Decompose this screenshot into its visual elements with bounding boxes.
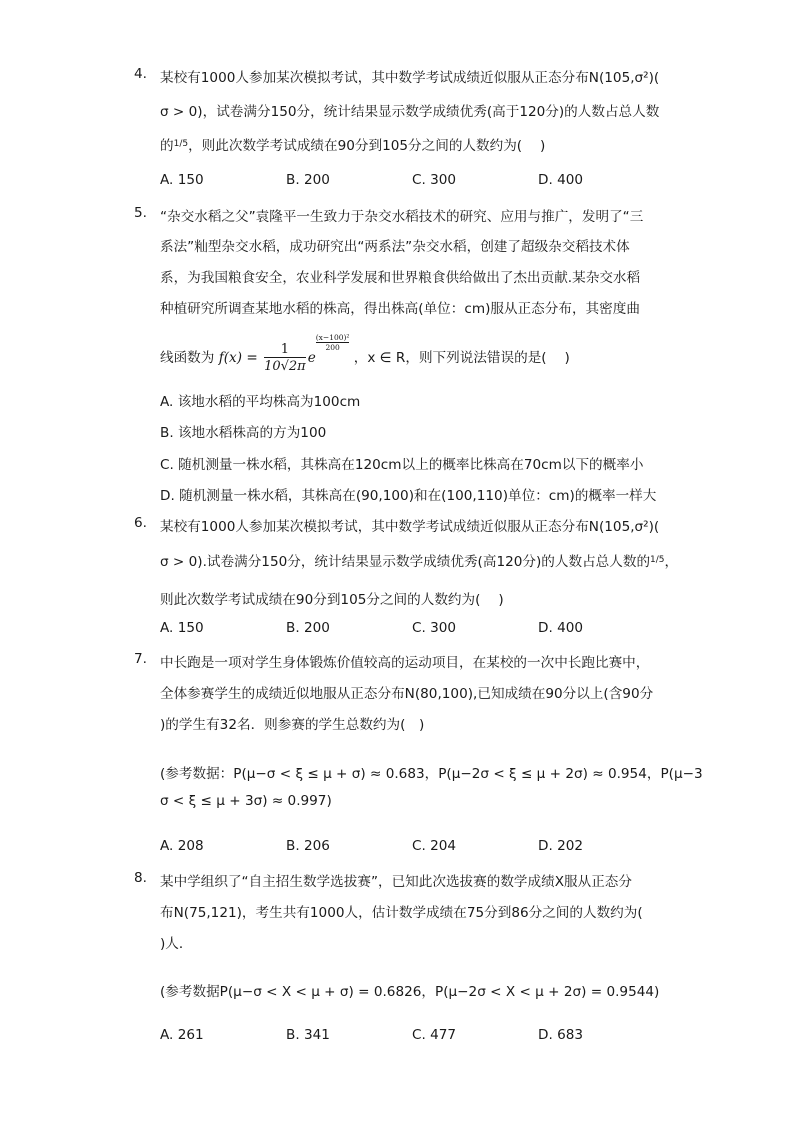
option-d[interactable]: D. 202: [538, 838, 584, 854]
question-number: 4.: [134, 66, 147, 82]
stem-line: )人．: [160, 936, 193, 952]
option-a[interactable]: A. 208: [160, 838, 204, 854]
choice-c[interactable]: C. 随机测量一株水稻，其株高在120cm以上的概率比株高在70cm以下的概率小: [160, 457, 644, 473]
stem-line: 种植研究所调查某地水稻的株高，得出株高(单位：cm)服从正态分布，其密度曲: [160, 301, 640, 317]
stem-line: )的学生有32名．则参赛的学生总数约为( ): [160, 717, 425, 733]
choice-a[interactable]: A. 该地水稻的平均株高为100cm: [160, 394, 361, 410]
stem-line: 某中学组织了“自主招生数学选拔赛”，已知此次选拔赛的数学成绩X服从正态分: [160, 874, 632, 890]
option-c[interactable]: C. 477: [412, 1027, 457, 1043]
choice-d[interactable]: D. 随机测量一株水稻，其株高在(90,100)和在(100,110)单位：cm)的概率一样大: [160, 488, 657, 504]
fraction: 1/5: [650, 555, 665, 565]
option-b[interactable]: B. 200: [286, 172, 330, 188]
stem-line: 全体参赛学生的成绩近似地服从正态分布N(80,100),已知成绩在90分以上(含90分: [160, 686, 654, 702]
fraction: 1/5: [173, 139, 189, 149]
options-q8: [160, 1027, 680, 1047]
stem-line: 系，为我国粮食安全，农业科学发展和世界粮食供给做出了杰出贡献.某杂交水稻: [160, 270, 641, 286]
stem-line: σ > 0)，试卷满分150分，统计结果显示数学成绩优秀(高于120分)的人数占总人数: [160, 104, 660, 120]
option-b[interactable]: B. 341: [286, 1027, 330, 1043]
option-a[interactable]: A. 261: [160, 1027, 204, 1043]
stem-line: 某校有1000人参加某次模拟考试，其中数学考试成绩近似服从正态分布N(105,σ²)(: [160, 519, 660, 535]
stem-line: σ > 0).试卷满分150分，统计结果显示数学成绩优秀(高120分)的人数占总人数的$^{1/5}$，: [160, 554, 679, 570]
option-d[interactable]: D. 400: [538, 172, 584, 188]
options-q6: [160, 620, 680, 640]
options-q7: [160, 838, 680, 858]
option-d[interactable]: D. 683: [538, 1027, 584, 1043]
option-c[interactable]: C. 300: [412, 620, 457, 636]
reference-data-line: (参考数据P(μ−σ < X < μ + σ) = 0.6826，P(μ−2σ < X < μ + 2σ) = 0.9544): [160, 984, 660, 1000]
option-c[interactable]: C. 300: [412, 172, 457, 188]
question-number: 5.: [134, 205, 147, 221]
option-a[interactable]: A. 150: [160, 172, 204, 188]
question-number: 6.: [134, 515, 147, 531]
exponent: $\frac{\text{(x−100)²}}{200}$: [315, 333, 350, 352]
choice-b[interactable]: B. 该地水稻株高的方为100: [160, 425, 327, 441]
options-q4: [160, 172, 680, 192]
option-b[interactable]: B. 206: [286, 838, 330, 854]
option-c[interactable]: C. 204: [412, 838, 457, 854]
question-number: 7.: [134, 651, 147, 667]
option-d[interactable]: D. 400: [538, 620, 584, 636]
stem-line: 某校有1000人参加某次模拟考试，其中数学考试成绩近似服从正态分布N(105,σ²)(: [160, 70, 660, 86]
stem-line: 系法”籼型杂交水稻，成功研究出“两系法”杂交水稻，创建了超级杂交稻技术体: [160, 239, 630, 255]
option-b[interactable]: B. 200: [286, 620, 330, 636]
reference-data-line: σ < ξ ≤ μ + 3σ) ≈ 0.997): [160, 793, 332, 809]
option-a[interactable]: A. 150: [160, 620, 204, 636]
density-function: 线函数为 f(x) = $\frac{1}{10√2\pi}$ e $\frac{\text{(x−100)²}}{200}$ ，x ∈ R，则下列说法错误的是( ): [160, 333, 570, 374]
stem-line: 布N(75,121)，考生共有1000人，估计数学成绩在75分到86分之间的人数约为(: [160, 905, 643, 921]
question-number: 8.: [134, 870, 147, 886]
stem-line: 则此次数学考试成绩在90分到105分之间的人数约为( ): [160, 592, 504, 608]
function-fraction: $\frac{1}{10√2\pi}$: [264, 342, 306, 374]
stem-line: 的$^{1/5}$，则此次数学考试成绩在90分到105分之间的人数约为( ): [160, 138, 546, 154]
stem-line: 中长跑是一项对学生身体锻炼价值较高的运动项目，在某校的一次中长跑比赛中，: [160, 655, 650, 671]
stem-line: “杂交水稻之父”袁隆平一生致力于杂交水稻技术的研究、应用与推广，发明了“三: [160, 209, 644, 225]
reference-data-line: (参考数据：P(μ−σ < ξ ≤ μ + σ) ≈ 0.683，P(μ−2σ < ξ ≤ μ + 2σ) ≈ 0.954，P(μ−3: [160, 766, 703, 782]
